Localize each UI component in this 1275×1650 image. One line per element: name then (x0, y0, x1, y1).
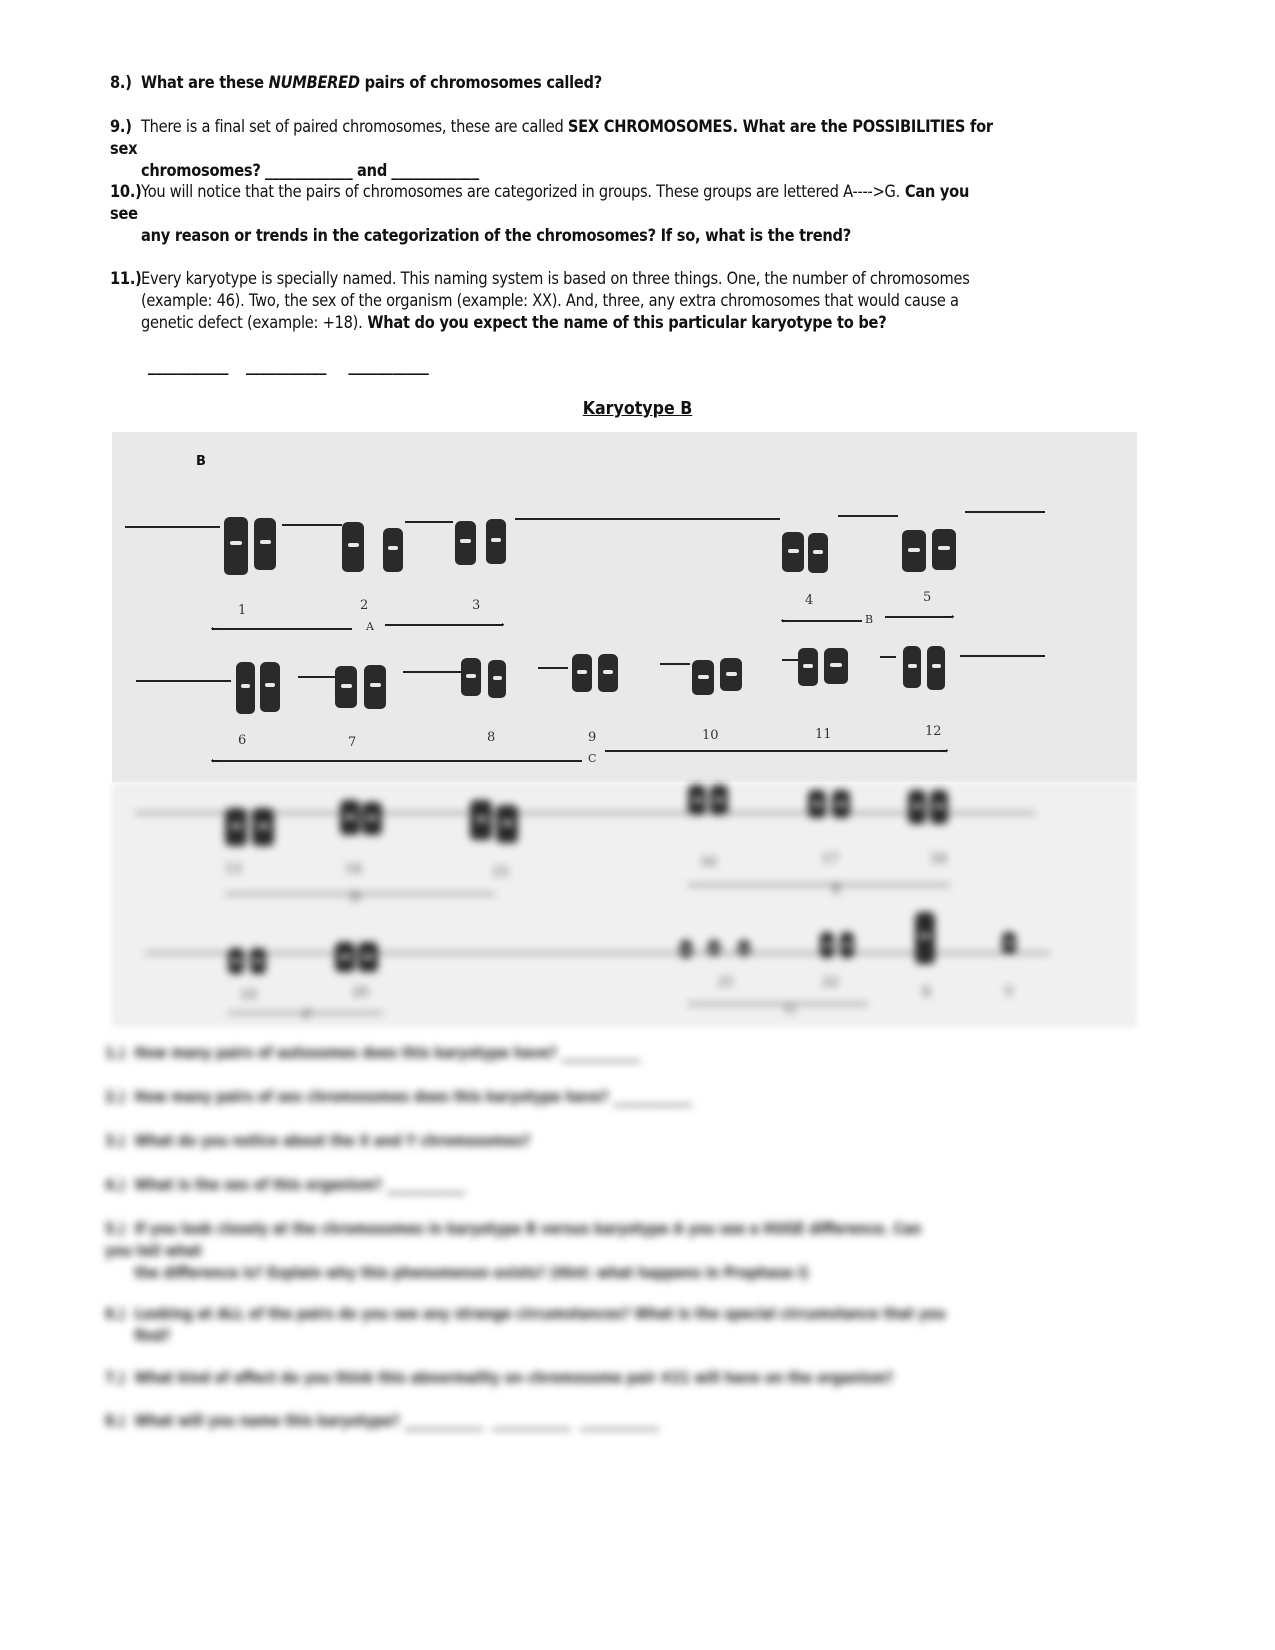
lower-question-6: 6.) Looking at ALL of the pairs do you see any strange circumstances? What is the special circumstance that you find? (105, 1304, 946, 1345)
lower-question-5: 5.) If you look closely at the chromosomes in karyotype B versus karyotype A you see a HUGE difference. Can you tell what the difference is? Explain why this phenomenon exists? (Hint: what happens in Prophase I) (105, 1219, 922, 1282)
karyotype-name-blanks (148, 355, 1034, 377)
chromosome-10a (692, 660, 714, 695)
answer-blank[interactable]: ____________ (404, 1411, 484, 1430)
divider (880, 656, 896, 658)
divider (960, 655, 1045, 657)
group-arrow-right (885, 616, 953, 618)
chromosome-11b (824, 648, 848, 684)
lower-question-4: 4.) What is the sex of this organism? ____________ (105, 1175, 466, 1194)
emphasis-numbered: NUMBERED (268, 73, 360, 93)
answer-blank[interactable]: ____________ (492, 1411, 571, 1430)
chromosome-11a (798, 648, 818, 686)
divider (538, 667, 568, 669)
answer-blank[interactable]: ____________ (580, 1411, 659, 1430)
question-11: 11.)Every karyotype is specially named. This naming system is based on three things. One, the number of chromosomes (example: 46). Two, the sex of the organism (example: XX). And, three, any extra chromosomes that would cause a genetic defect (example: +18). What do you expect the name of this particular karyotype to be? (110, 269, 970, 333)
group-label: A (366, 620, 374, 633)
answer-blank[interactable]: ___________ (348, 356, 429, 376)
pair-label: 9 (588, 730, 597, 745)
answer-blank[interactable]: ____________ (391, 161, 480, 181)
question-number: 9.) (110, 117, 132, 137)
pair-label: 1 (238, 603, 247, 618)
answer-blank[interactable]: ___________ (245, 356, 327, 376)
question-number: 8.) (110, 73, 132, 93)
chromosome-12a (903, 646, 921, 688)
chromosome-8a (461, 658, 481, 696)
lower-question-1: 1.) How many pairs of autosomes does this karyotype have? ____________ (105, 1043, 641, 1062)
section-title: Karyotype B (582, 398, 693, 419)
lower-question-8: 8.) What will you name this karyotype? ____________ ____________ ____________ (105, 1411, 659, 1430)
answer-blank[interactable]: ____________ (386, 1175, 466, 1194)
divider (136, 680, 231, 682)
question-number: 10.) (110, 182, 142, 202)
plate-label: B (196, 454, 206, 469)
chromosome-4a (782, 532, 804, 572)
pair-label: 2 (360, 598, 369, 613)
karyotype-image (112, 432, 1137, 782)
question-10: 10.)You will notice that the pairs of chromosomes are categorized in groups. These groups are lettered A---->G. Can you see any reason or trends in the categorization of the chromosomes? If so, what is the trend? (110, 182, 970, 246)
divider (660, 663, 690, 665)
lower-question-3: 3.) What do you notice about the X and Y chromosomes? (105, 1131, 531, 1150)
question-9: 9.) There is a final set of paired chromosomes, these are called SEX CHROMOSOMES. What are the POSSIBILITIES for sex chromosomes? ____________ and ____________ (110, 117, 993, 181)
chromosome-1b (254, 518, 276, 570)
pair-label: 8 (487, 730, 496, 745)
question-number: 11.) (110, 269, 142, 289)
answer-blank[interactable]: ____________ (613, 1087, 692, 1106)
divider (838, 515, 898, 517)
chromosome-3a (455, 521, 476, 565)
chromosome-7a (335, 666, 357, 708)
pair-label: 6 (238, 733, 247, 748)
chromosome-6a (236, 662, 255, 714)
divider (282, 524, 342, 526)
divider (515, 518, 780, 520)
divider (125, 526, 220, 528)
chromosome-5b (932, 529, 956, 570)
lower-question-2: 2.) How many pairs of sex chromosomes does this karyotype have? ____________ (105, 1087, 692, 1106)
divider (965, 511, 1045, 513)
group-arrow-right (385, 624, 503, 626)
chromosome-12b (927, 646, 945, 690)
chromosome-2a (342, 522, 364, 572)
answer-blank[interactable]: ____________ (561, 1043, 641, 1062)
chromosome-9a (572, 654, 592, 692)
answer-blank[interactable]: ___________ (148, 356, 229, 376)
pair-label: 10 (702, 728, 719, 743)
group-arrow-left (782, 620, 862, 622)
pair-label: 11 (815, 727, 832, 742)
group-label: C (588, 752, 597, 765)
chromosome-6b (260, 662, 280, 712)
question-8: 8.) What are these NUMBERED pairs of chromosomes called? (110, 73, 602, 93)
divider (298, 676, 340, 678)
answer-blank[interactable]: ____________ (264, 161, 353, 181)
pair-label: 12 (925, 724, 942, 739)
chromosome-9b (598, 654, 618, 692)
pair-label: 5 (923, 590, 932, 605)
chromosome-1a (224, 517, 248, 575)
pair-label: 4 (805, 593, 814, 608)
chromosome-5a (902, 530, 926, 572)
lower-question-7: 7.) What kind of effect do you think this abnormality on chromosome pair #21 will have on the organism? (105, 1368, 894, 1387)
divider (403, 671, 461, 673)
chromosome-8b (488, 660, 506, 698)
chromosome-4b (808, 533, 828, 573)
pair-label: 3 (472, 598, 481, 613)
chromosome-10b (720, 658, 742, 691)
chromosome-2b (383, 528, 403, 572)
chromosome-7b (364, 665, 386, 709)
divider (405, 521, 453, 523)
chromosome-3b (486, 519, 506, 564)
group-label: B (865, 613, 874, 626)
group-arrow-left (212, 760, 582, 762)
pair-label: 7 (348, 735, 357, 750)
group-arrow-right (605, 750, 947, 752)
group-arrow-left (212, 628, 352, 630)
